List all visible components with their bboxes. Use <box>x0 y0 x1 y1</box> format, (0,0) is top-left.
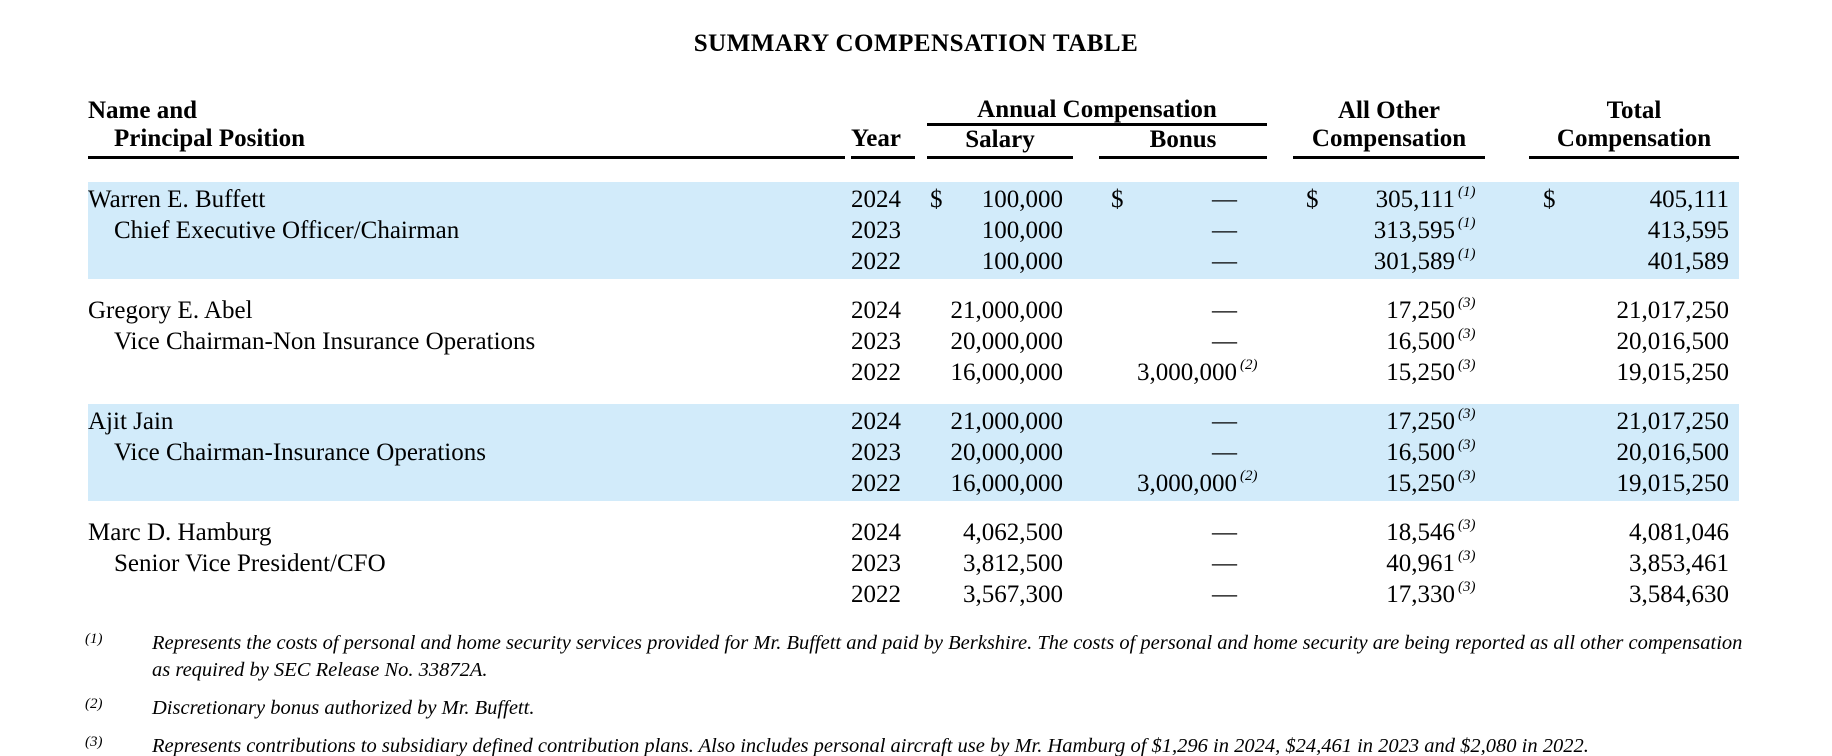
header-name-line2: Principal Position <box>114 125 305 152</box>
executive-name: Ajit Jain <box>88 408 174 435</box>
amount: 20,016,500 <box>1616 439 1729 466</box>
footnote <box>85 630 1745 684</box>
footnote-marker: (2) <box>85 696 103 712</box>
footnote-text: Represents contributions to subsidiary defined contribution plans. Also includes personal aircraft use by Mr. Hamburg of $1,296 in 2024, $24,461 in 2023 and $2,080 in 2022. <box>152 735 1589 756</box>
bonus-cell <box>1099 468 1267 499</box>
amount: 301,589 <box>1373 248 1455 275</box>
year-cell: 2023 <box>851 328 901 355</box>
all-other-compensation-cell <box>1293 468 1485 499</box>
table-row <box>88 579 1739 610</box>
amount: 401,589 <box>1647 248 1729 275</box>
amount: 15,250 <box>1386 359 1455 386</box>
name-cell-empty <box>88 357 845 388</box>
year-cell: 2024 <box>851 186 901 213</box>
name-cell-empty <box>88 246 845 277</box>
amount: — <box>1212 186 1237 213</box>
footnotes <box>85 630 1745 756</box>
exec-block <box>88 182 1739 279</box>
salary-cell <box>927 437 1073 468</box>
amount: 3,567,300 <box>963 581 1063 608</box>
amount: 100,000 <box>981 248 1063 275</box>
table-header <box>88 96 1739 159</box>
table-row <box>88 548 1739 579</box>
executive-name: Gregory E. Abel <box>88 297 253 324</box>
table-row <box>88 184 1739 215</box>
footnote-ref <box>1237 288 1267 319</box>
footnote-ref: (3) <box>1458 579 1476 595</box>
amount: 21,000,000 <box>950 408 1063 435</box>
table-body <box>88 182 1739 612</box>
amount: 19,015,250 <box>1616 359 1729 386</box>
amount: 17,250 <box>1386 408 1455 435</box>
year-cell: 2024 <box>851 408 901 435</box>
bonus-cell <box>1099 246 1267 277</box>
footnote-ref <box>1237 399 1267 430</box>
footnote-ref: (3) <box>1458 468 1476 484</box>
amount: 21,017,250 <box>1616 408 1729 435</box>
amount: 19,015,250 <box>1616 470 1729 497</box>
total-compensation-cell <box>1529 406 1739 437</box>
table-row <box>88 437 1739 468</box>
footnote-text: Discretionary bonus authorized by Mr. Buffett. <box>152 697 535 719</box>
header-total-compensation <box>1529 97 1739 159</box>
header-total-line1: Total <box>1606 97 1662 124</box>
year-cell: 2023 <box>851 550 901 577</box>
exec-block <box>88 293 1739 390</box>
footnote-ref <box>1237 319 1267 350</box>
amount: 21,017,250 <box>1616 297 1729 324</box>
amount: 16,000,000 <box>950 470 1063 497</box>
salary-cell <box>927 517 1073 548</box>
bonus-cell <box>1099 357 1267 388</box>
year-cell: 2024 <box>851 519 901 546</box>
salary-cell <box>927 579 1073 610</box>
total-compensation-cell <box>1529 548 1739 579</box>
executive-title: Vice Chairman-Insurance Operations <box>114 439 486 466</box>
year-cell: 2022 <box>851 359 901 386</box>
amount: 21,000,000 <box>950 297 1063 324</box>
salary-cell <box>927 357 1073 388</box>
amount: — <box>1212 408 1237 435</box>
footnote-ref <box>1237 572 1267 603</box>
amount: 17,250 <box>1386 297 1455 324</box>
header-column-gap <box>1073 126 1099 159</box>
total-compensation-cell <box>1529 246 1739 277</box>
executive-title: Vice Chairman-Non Insurance Operations <box>114 328 536 355</box>
amount: — <box>1212 248 1237 275</box>
footnote-ref <box>1237 177 1267 208</box>
year-cell: 2022 <box>851 581 901 608</box>
all-other-compensation-cell <box>1293 246 1485 277</box>
footnote-ref: (2) <box>1240 468 1258 484</box>
summary-compensation-table <box>88 96 1739 612</box>
total-compensation-cell <box>1529 295 1739 326</box>
name-cell-empty <box>88 468 845 499</box>
amount: 313,595 <box>1373 217 1455 244</box>
table-row <box>88 357 1739 388</box>
table-row <box>88 215 1739 246</box>
exec-block <box>88 515 1739 612</box>
table-row <box>88 406 1739 437</box>
amount: 20,016,500 <box>1616 328 1729 355</box>
amount: 100,000 <box>981 186 1063 213</box>
exec-block <box>88 404 1739 501</box>
footnote <box>85 733 1745 756</box>
currency-symbol: $ <box>1306 186 1319 213</box>
amount: 20,000,000 <box>950 328 1063 355</box>
footnote-ref: (3) <box>1458 548 1476 564</box>
footnote-marker: (3) <box>85 734 103 750</box>
currency-symbol: $ <box>1543 186 1556 213</box>
all-other-compensation-cell <box>1293 357 1485 388</box>
bonus-cell <box>1099 579 1267 610</box>
header-year: Year <box>851 125 915 159</box>
footnote-ref <box>1237 239 1267 270</box>
amount: 100,000 <box>981 217 1063 244</box>
header-annual-compensation: Annual Compensation <box>927 96 1267 126</box>
amount: 3,000,000 <box>1137 359 1237 386</box>
year-cell: 2023 <box>851 217 901 244</box>
header-name-principal-position <box>88 97 845 159</box>
footnote-ref: (3) <box>1458 295 1476 311</box>
amount: 16,500 <box>1386 439 1455 466</box>
total-compensation-cell <box>1529 579 1739 610</box>
amount: 405,111 <box>1649 186 1729 213</box>
amount: 16,000,000 <box>950 359 1063 386</box>
footnote-ref: (3) <box>1458 357 1476 373</box>
footnote-ref <box>1237 208 1267 239</box>
footnote-ref: (3) <box>1458 406 1476 422</box>
year-cell: 2024 <box>851 297 901 324</box>
all-other-compensation-cell <box>1293 579 1485 610</box>
page-title: SUMMARY COMPENSATION TABLE <box>693 30 1139 57</box>
salary-cell <box>927 295 1073 326</box>
footnote-text: Represents the costs of personal and home security services provided for Mr. Buffett and paid by Berkshire. The costs of personal and home security are being reported as all other compensation as required by SEC Release No. 33872A. <box>152 632 1743 681</box>
amount: — <box>1212 439 1237 466</box>
footnote-ref: (3) <box>1458 517 1476 533</box>
amount: 15,250 <box>1386 470 1455 497</box>
salary-cell <box>927 184 1073 215</box>
year-cell: 2022 <box>851 470 901 497</box>
amount: — <box>1212 581 1237 608</box>
header-all-other-line2: Compensation <box>1311 125 1467 152</box>
amount: 16,500 <box>1386 328 1455 355</box>
amount: 40,961 <box>1386 550 1455 577</box>
total-compensation-cell <box>1529 215 1739 246</box>
year-cell: 2022 <box>851 248 901 275</box>
amount: 3,584,630 <box>1629 581 1729 608</box>
header-name-line1: Name and <box>88 97 198 124</box>
footnote-ref: (2) <box>1240 357 1258 373</box>
salary-cell <box>927 468 1073 499</box>
footnote-ref: (1) <box>1458 184 1476 200</box>
table-row <box>88 468 1739 499</box>
name-cell-empty <box>88 579 845 610</box>
amount: 17,330 <box>1386 581 1455 608</box>
header-salary: Salary <box>927 126 1073 159</box>
header-all-other-line1: All Other <box>1337 97 1441 124</box>
executive-title: Senior Vice President/CFO <box>114 550 386 577</box>
header-total-line2: Compensation <box>1556 125 1712 152</box>
amount: — <box>1212 550 1237 577</box>
footnote-ref <box>1237 541 1267 572</box>
footnote-ref: (3) <box>1458 326 1476 342</box>
salary-cell <box>927 246 1073 277</box>
salary-cell <box>927 326 1073 357</box>
amount: 305,111 <box>1375 186 1455 213</box>
executive-name: Warren E. Buffett <box>88 186 266 213</box>
executive-name: Marc D. Hamburg <box>88 519 272 546</box>
amount: 20,000,000 <box>950 439 1063 466</box>
amount: — <box>1212 328 1237 355</box>
table-row <box>88 295 1739 326</box>
amount: 3,853,461 <box>1629 550 1729 577</box>
executive-title: Chief Executive Officer/Chairman <box>114 217 460 244</box>
salary-cell <box>927 215 1073 246</box>
amount: 3,812,500 <box>963 550 1063 577</box>
footnote-ref: (1) <box>1458 215 1476 231</box>
header-all-other-compensation <box>1293 97 1485 159</box>
total-compensation-cell <box>1529 437 1739 468</box>
footnote-ref <box>1237 430 1267 461</box>
amount: 413,595 <box>1647 217 1729 244</box>
table-row <box>88 517 1739 548</box>
currency-symbol: $ <box>1111 186 1124 213</box>
total-compensation-cell <box>1529 326 1739 357</box>
total-compensation-cell <box>1529 357 1739 388</box>
table-row <box>88 326 1739 357</box>
total-compensation-cell <box>1529 517 1739 548</box>
footnote-marker: (1) <box>85 631 103 647</box>
header-annual-compensation-group <box>927 96 1267 159</box>
footnote-ref <box>1237 510 1267 541</box>
amount: — <box>1212 519 1237 546</box>
year-cell: 2023 <box>851 439 901 466</box>
total-compensation-cell <box>1529 468 1739 499</box>
amount: 18,546 <box>1386 519 1455 546</box>
total-compensation-cell <box>1529 184 1739 215</box>
amount: — <box>1212 297 1237 324</box>
amount: 4,081,046 <box>1629 519 1729 546</box>
header-bonus: Bonus <box>1099 126 1267 159</box>
table-row <box>88 246 1739 277</box>
footnote-ref: (3) <box>1458 437 1476 453</box>
amount: — <box>1212 217 1237 244</box>
currency-symbol: $ <box>930 186 943 213</box>
footnote <box>85 695 1745 722</box>
salary-cell <box>927 548 1073 579</box>
salary-cell <box>927 406 1073 437</box>
amount: 3,000,000 <box>1137 470 1237 497</box>
footnote-ref: (1) <box>1458 246 1476 262</box>
amount: 4,062,500 <box>963 519 1063 546</box>
